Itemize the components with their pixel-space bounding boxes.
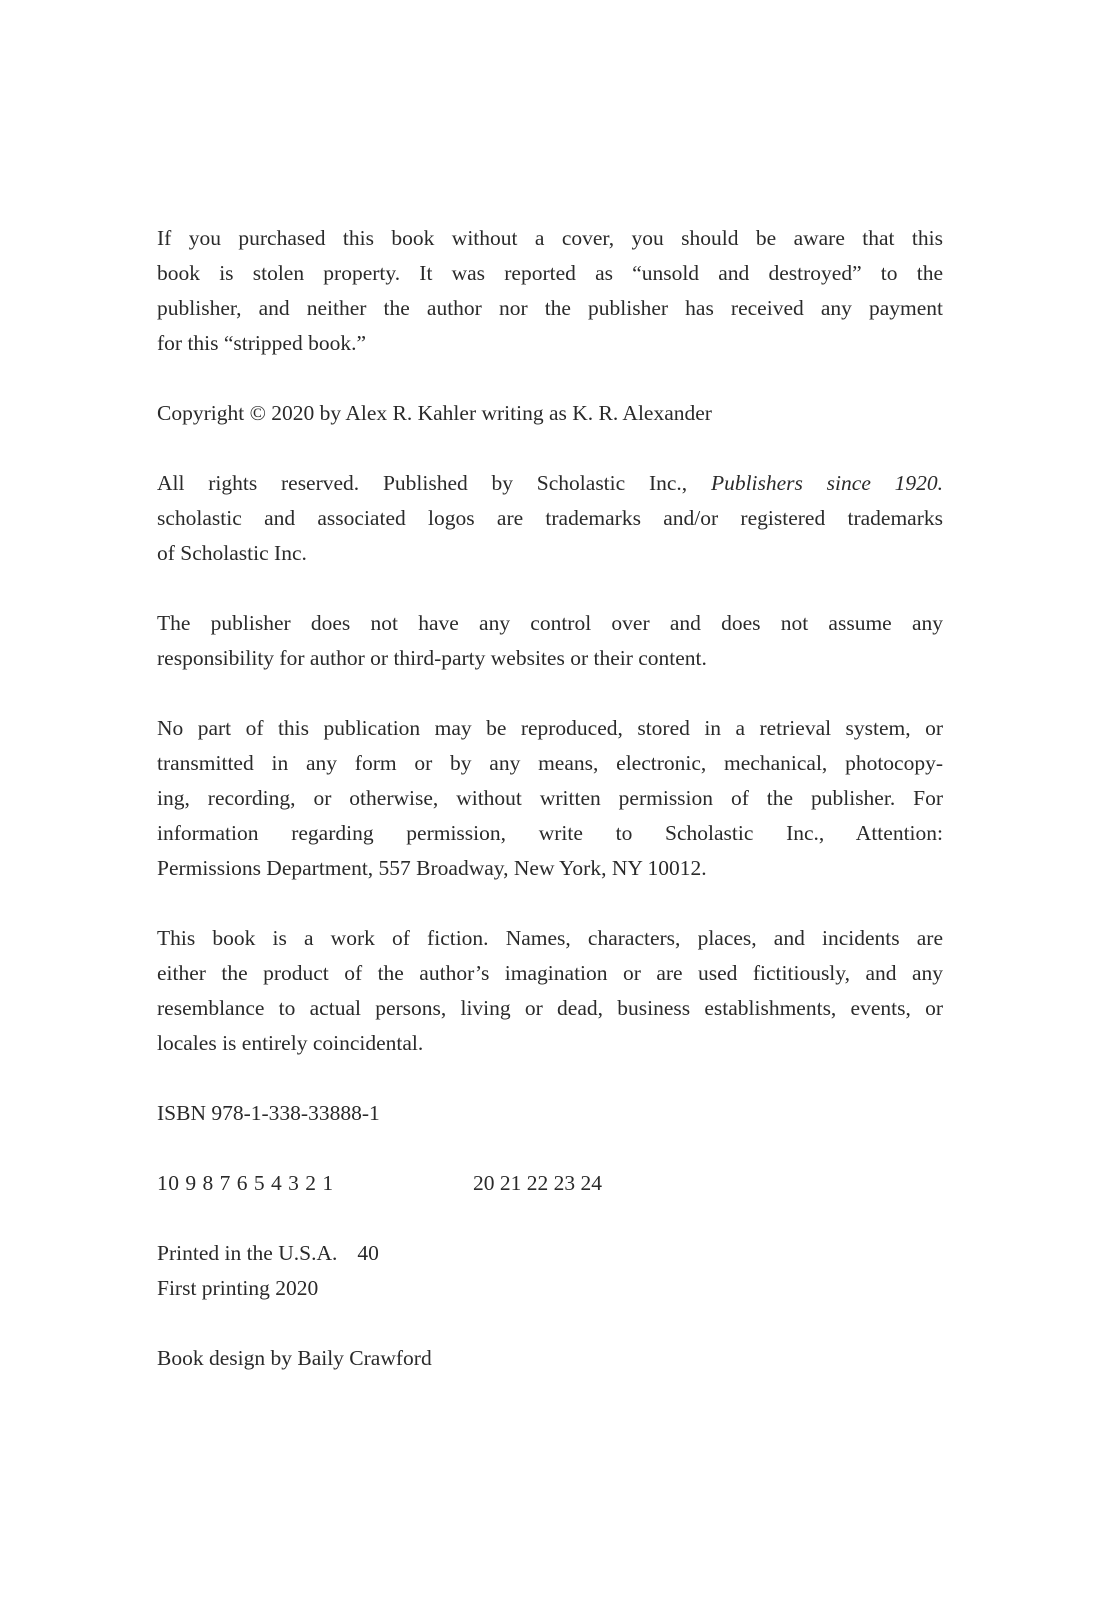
impression-numbers: 10 9 8 7 6 5 4 3 2 1 bbox=[157, 1171, 334, 1195]
copyright-statement bbox=[157, 396, 943, 431]
third-party-disclaimer bbox=[157, 606, 943, 676]
printed-in-line bbox=[157, 1236, 943, 1271]
copyright-page bbox=[157, 221, 943, 1411]
printer-code: 40 bbox=[357, 1241, 379, 1265]
fiction-disclaimer bbox=[157, 921, 943, 1061]
fiction-line: This book is a work of fiction. Names, characters, places, and incidents are bbox=[157, 926, 943, 950]
notice-line: for this “stripped book.” bbox=[157, 331, 366, 355]
printing-impression-line bbox=[157, 1166, 943, 1201]
fiction-line: locales is entirely coincidental. bbox=[157, 1031, 424, 1055]
disclaimer-line: responsibility for author or third-party websites or their content. bbox=[157, 646, 707, 670]
reproduction-notice bbox=[157, 711, 943, 886]
printed-in-country: Printed in the U.S.A. bbox=[157, 1241, 338, 1265]
fiction-line: either the product of the author’s imagination or are used fictitiously, and any bbox=[157, 961, 943, 985]
reproduction-line: No part of this publication may be reproduced, stored in a retrieval system, or bbox=[157, 716, 943, 740]
design-credit: Book design by Baily Crawford bbox=[157, 1346, 432, 1370]
rights-line: of Scholastic Inc. bbox=[157, 541, 307, 565]
printing-info bbox=[157, 1236, 943, 1306]
notice-line: book is stolen property. It was reported as “unsold and destroyed” to the bbox=[157, 261, 943, 285]
disclaimer-line: The publisher does not have any control over and does not assume any bbox=[157, 611, 943, 635]
impression-years: 20 21 22 23 24 bbox=[473, 1171, 602, 1195]
reproduction-line: ing, recording, or otherwise, without written permission of the publisher. For bbox=[157, 786, 943, 810]
design-credit-block bbox=[157, 1341, 943, 1376]
publisher-tagline: Publishers since 1920. bbox=[710, 471, 944, 495]
notice-line: If you purchased this book without a cover, you should be aware that this bbox=[157, 226, 943, 250]
reproduction-line: transmitted in any form or by any means, electronic, mechanical, photocopy- bbox=[157, 751, 943, 775]
notice-line: publisher, and neither the author nor the publisher has received any payment bbox=[157, 296, 943, 320]
rights-line: scholastic and associated logos are trademarks and/or registered trademarks bbox=[157, 506, 943, 530]
isbn-block bbox=[157, 1096, 943, 1131]
stripped-book-notice bbox=[157, 221, 943, 361]
first-printing: First printing 2020 bbox=[157, 1276, 319, 1300]
reproduction-line: information regarding permission, write to Scholastic Inc., Attention: bbox=[157, 821, 943, 845]
isbn-number: ISBN 978-1-338-33888-1 bbox=[157, 1101, 380, 1125]
reproduction-line: Permissions Department, 557 Broadway, New York, NY 10012. bbox=[157, 856, 707, 880]
rights-prefix: All rights reserved. Published by Scholastic Inc., bbox=[157, 471, 688, 495]
fiction-line: resemblance to actual persons, living or dead, business establishments, events, or bbox=[157, 996, 943, 1020]
rights-reserved-notice bbox=[157, 466, 943, 571]
copyright-line: Copyright © 2020 by Alex R. Kahler writing as K. R. Alexander bbox=[157, 401, 712, 425]
rights-line bbox=[157, 466, 943, 501]
